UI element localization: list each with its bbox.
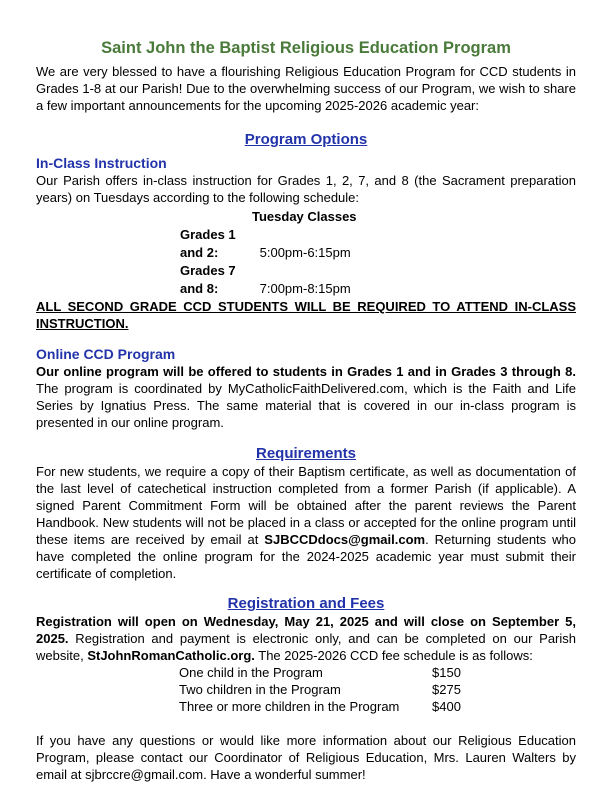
registration-dates: Registration will open on Wednesday, May 21, 2025 and will close on September 5, 2025.	[36, 614, 576, 646]
requirements-paragraph	[36, 463, 576, 582]
schedule-row	[180, 226, 576, 262]
registration-text-after: The 2025-2026 CCD fee schedule is as follows:	[254, 648, 533, 663]
fee-description: Two children in the Program	[179, 682, 341, 697]
closing-paragraph: If you have any questions or would like more information about our Religious Education Program, please contact our Coordinator of Religious Education, Mrs. Lauren Walters by email at sjbrccre@gmail.com. Have a wonderful summer!	[36, 733, 576, 782]
online-heading: Online CCD Program	[36, 346, 176, 362]
page-title: Saint John the Baptist Religious Education Program	[101, 39, 511, 57]
schedule-row	[180, 262, 576, 298]
schedule-time: 7:00pm-8:15pm	[259, 281, 351, 296]
fee-amount: $400	[432, 699, 461, 714]
registration-text: Registration and payment is electronic only, and can be completed on our Parish website,	[36, 631, 576, 663]
fee-amount: $150	[432, 665, 461, 680]
online-text: The program is coordinated by MyCatholicFaithDelivered.com, which is the Faith and Life Series by Ignatius Press. The same material that is covered in our in-class program is presented in our online program.	[36, 381, 576, 430]
schedule-title: Tuesday Classes	[252, 209, 357, 224]
requirements-text: For new students, we require a copy of their Baptism certificate, as well as documentation of the last level of catechetical instruction completed from a former Parish (if applicable). A signed Parent Commitment Form will be obtained after the parent reviews the Parent Handbook. New students will not be placed in a class or accepted for the online program until these items are received by email at	[36, 464, 576, 547]
online-bold-text: Our online program will be offered to students in Grades 1 and in Grades 3 through 8.	[36, 364, 576, 379]
fee-row	[179, 698, 461, 715]
second-grade-notice: ALL SECOND GRADE CCD STUDENTS WILL BE REQUIRED TO ATTEND IN-CLASS INSTRUCTION.	[36, 299, 576, 331]
schedule-label: Grades 7 and 8:	[180, 263, 236, 296]
intro-paragraph: We are very blessed to have a flourishing Religious Education Program for CCD students in Grades 1-8 at our Parish! Due to the overwhelming success of our Program, we wish to share a few important announcements for the upcoming 2025-2026 academic year:	[36, 64, 576, 113]
requirements-text-after: . Returning students who have completed the online program for the 2024-2025 academic year must submit their certificate of completion.	[36, 532, 576, 581]
schedule-label: Grades 1 and 2:	[180, 227, 236, 260]
registration-paragraph	[36, 613, 576, 664]
in-class-paragraph: Our Parish offers in-class instruction for Grades 1, 2, 7, and 8 (the Sacrament preparation years) on Tuesdays according to the following schedule:	[36, 173, 576, 205]
registration-heading: Registration and Fees	[227, 595, 385, 612]
program-options-heading: Program Options	[244, 131, 368, 148]
requirements-heading: Requirements	[255, 445, 357, 462]
fee-description: Three or more children in the Program	[179, 699, 400, 714]
fee-table	[179, 664, 461, 715]
requirements-email: SJBCCDdocs@gmail.com	[264, 532, 426, 547]
fee-row	[179, 664, 461, 681]
fee-amount: $275	[432, 682, 461, 697]
fee-row	[179, 681, 461, 698]
schedule	[36, 208, 576, 298]
fee-description: One child in the Program	[179, 665, 323, 680]
in-class-heading: In-Class Instruction	[36, 155, 167, 171]
registration-website: StJohnRomanCatholic.org.	[87, 648, 255, 663]
online-paragraph	[36, 363, 576, 431]
schedule-time: 5:00pm-6:15pm	[259, 245, 351, 260]
